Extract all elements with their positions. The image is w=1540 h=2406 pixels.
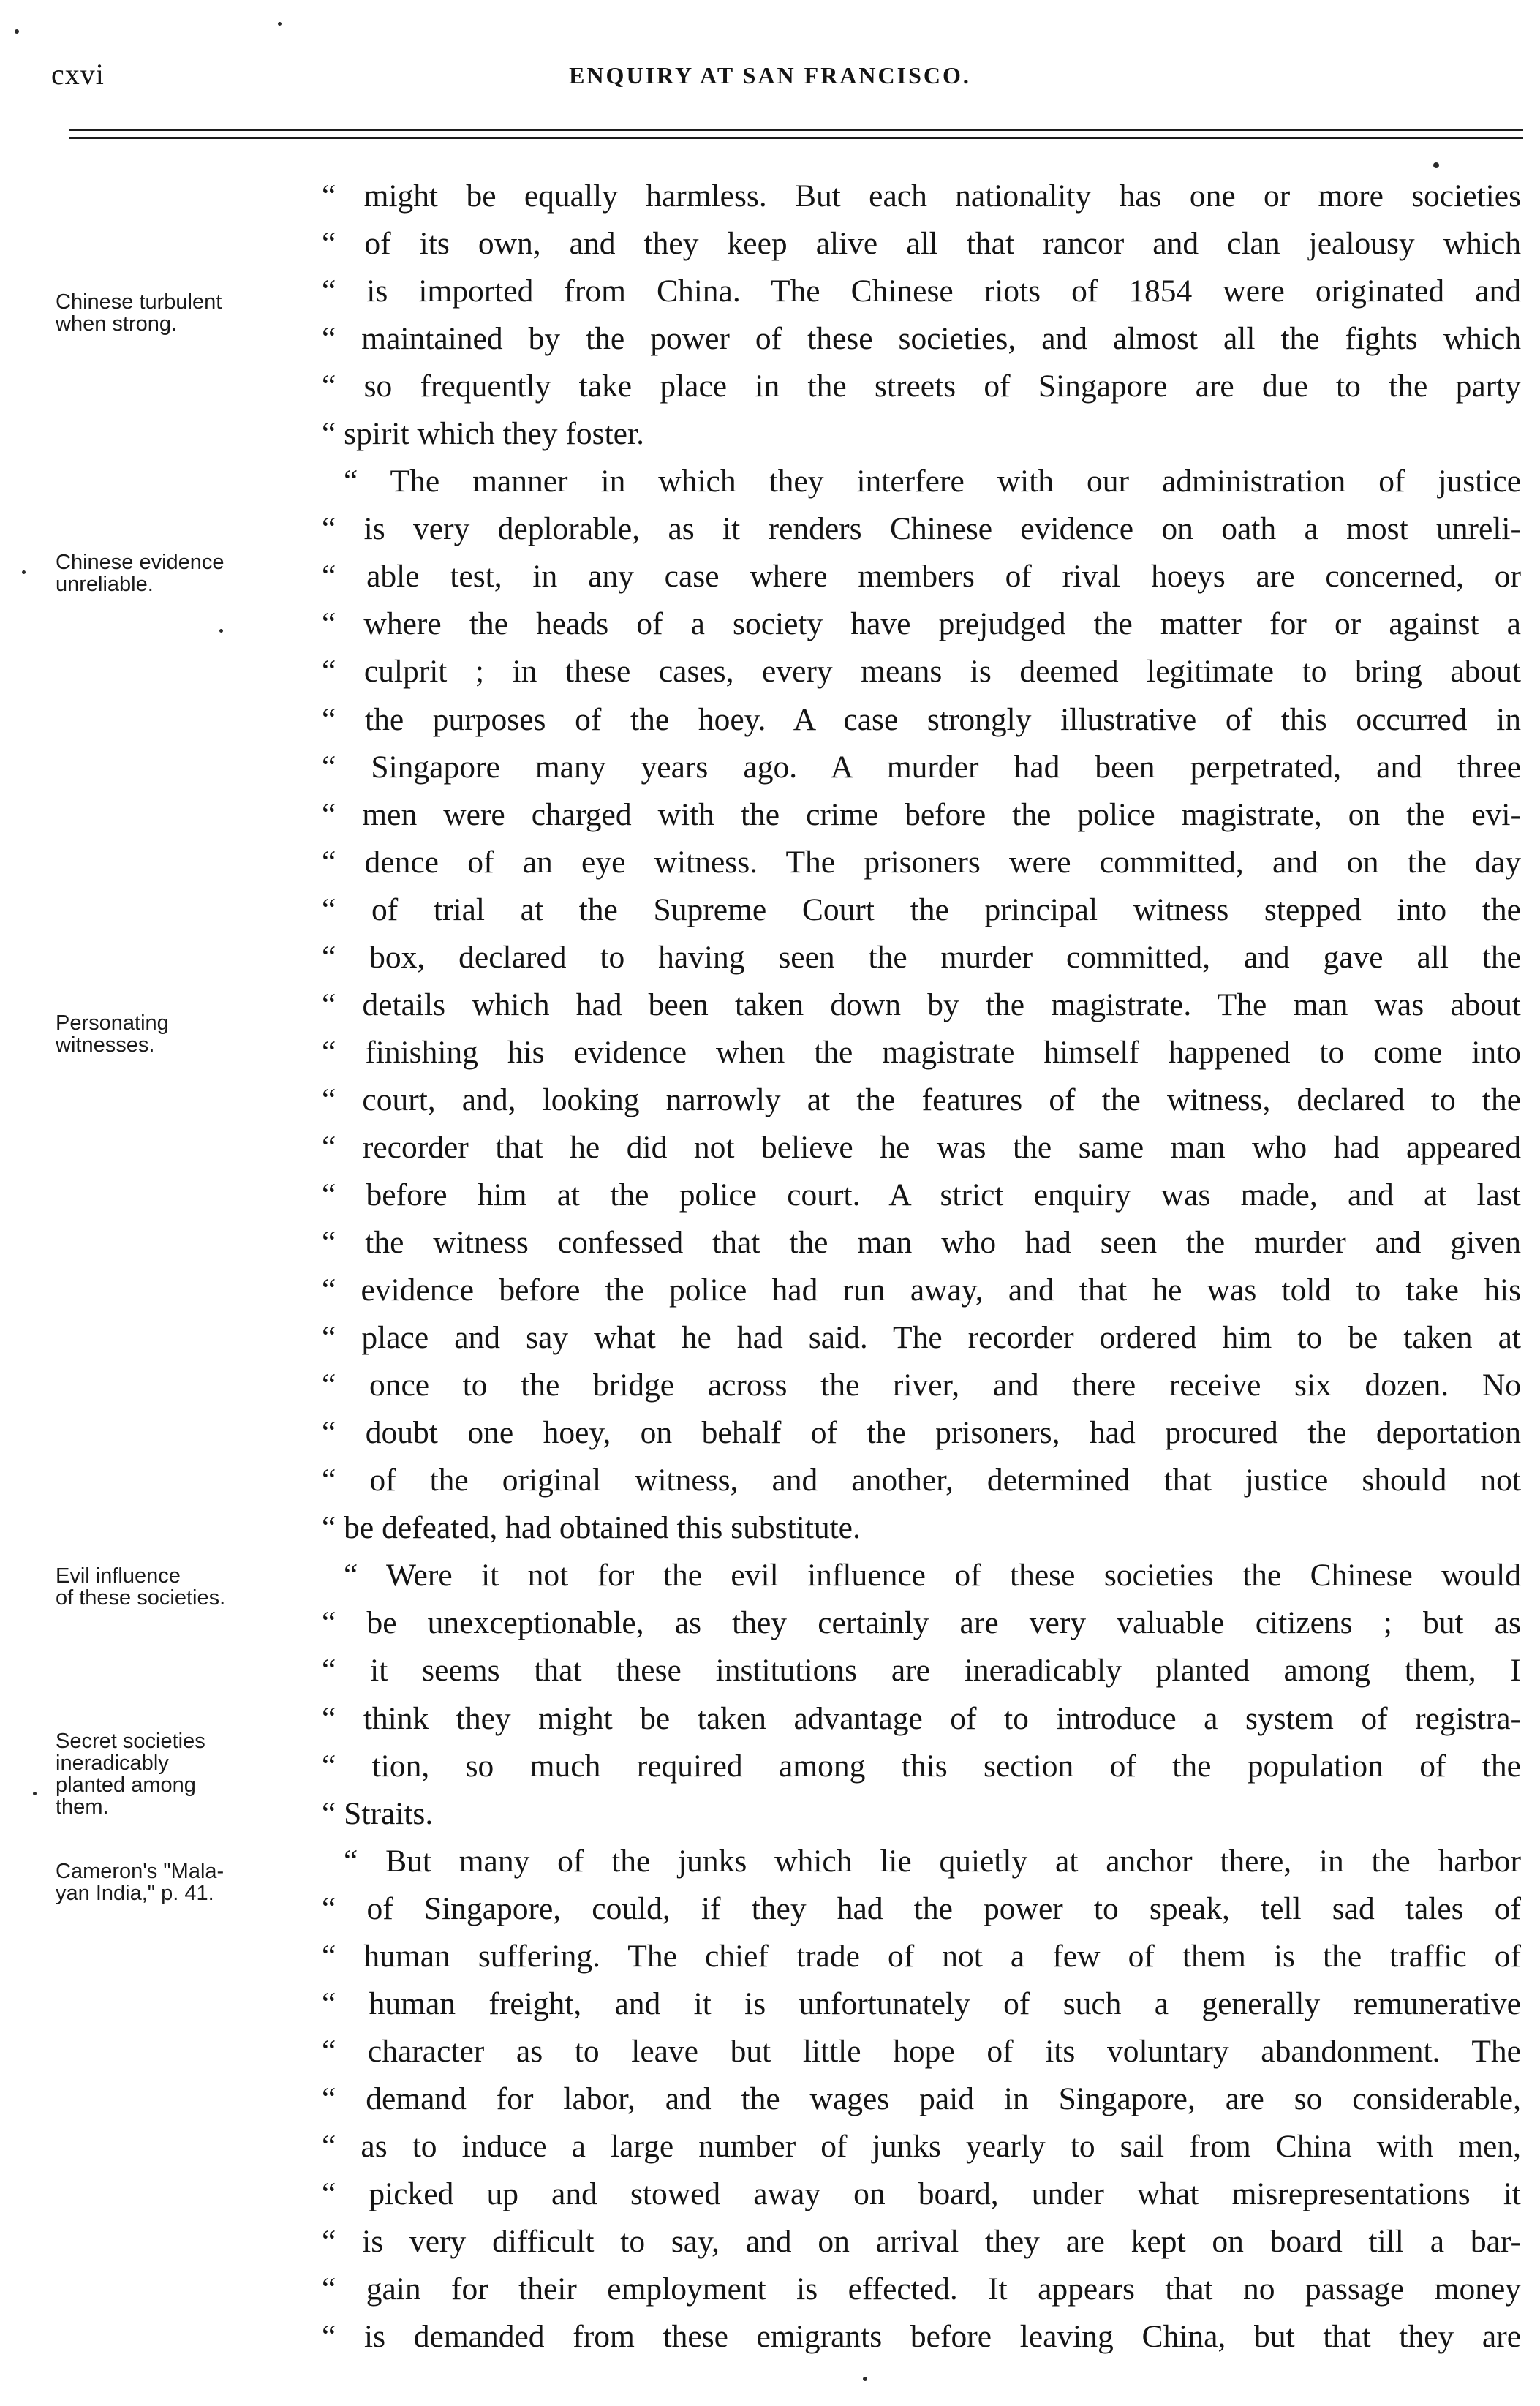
text-line: “ But many of the junks which lie quietly at anchor there, in the harbor: [344, 1843, 1521, 1879]
side-note-line: Personating: [56, 1011, 169, 1035]
text-line: “ maintained by the power of these societies, and almost all the fights which: [322, 321, 1521, 357]
text-line: “ court, and, looking narrowly at the features of the witness, declared to the: [322, 1082, 1521, 1117]
text-line: “ evidence before the police had run away, and that he was told to take his: [322, 1272, 1521, 1308]
scan-speck: [33, 1792, 37, 1795]
scan-speck: [15, 29, 19, 34]
text-line: “ the witness confessed that the man who had seen the murder and given: [322, 1225, 1521, 1261]
scan-speck: [22, 570, 26, 574]
text-line: “ able test, in any case where members of rival hoeys are concerned, or: [322, 559, 1521, 595]
side-note-line: ineradicably: [56, 1751, 169, 1775]
text-line: “ culprit ; in these cases, every means is deemed legitimate to bring about: [322, 654, 1521, 690]
text-line: “ is demanded from these emigrants before leaving China, but that they are: [322, 2319, 1521, 2355]
text-line: “ finishing his evidence when the magistrate himself happened to come into: [322, 1034, 1521, 1070]
side-note-secret-societies: [56, 1730, 304, 1818]
scan-speck: [1433, 162, 1439, 168]
text-line: “ gain for their employment is effected. It appears that no passage money: [322, 2271, 1521, 2307]
text-line: “ spirit which they foster.: [322, 416, 644, 452]
side-note-chinese-turbulent: [56, 291, 304, 335]
text-line: “ think they might be taken advantage of to introduce a system of registra-: [322, 1700, 1521, 1736]
text-line: “ the purposes of the hoey. A case strongly illustrative of this occurred in: [322, 701, 1521, 737]
page-header: [0, 0, 1540, 146]
side-note-line: unreliable.: [56, 573, 154, 596]
side-note-line: yan India," p. 41.: [56, 1882, 214, 1905]
text-line: “ is very difficult to say, and on arrival they are kept on board till a bar-: [322, 2224, 1521, 2260]
text-line: “ of the original witness, and another, determined that justice should not: [322, 1463, 1521, 1498]
text-line: “ it seems that these institutions are ineradicably planted among them, I: [322, 1653, 1521, 1689]
text-line: “ once to the bridge across the river, and there receive six dozen. No: [322, 1368, 1521, 1403]
text-line: “ human freight, and it is unfortunately of such a generally remunerative: [322, 1985, 1521, 2021]
side-note-line: Chinese turbulent: [56, 290, 222, 314]
side-note-line: Cameron's "Mala-: [56, 1860, 224, 1883]
scan-speck: [219, 629, 223, 633]
text-line: “ as to induce a large number of junks yearly to sail from China with men,: [322, 2128, 1521, 2164]
text-line: “ recorder that he did not believe he was the same man who had appeared: [322, 1129, 1521, 1165]
text-line: “ place and say what he had said. The recorder ordered him to be taken at: [322, 1320, 1521, 1356]
text-line: “ Singapore many years ago. A murder had been perpetrated, and three: [322, 749, 1521, 785]
text-line: “ men were charged with the crime before the police magistrate, on the evi-: [322, 796, 1521, 832]
page-number: cxvi: [51, 58, 105, 91]
side-note-line: Secret societies: [56, 1730, 205, 1753]
text-line: “ where the heads of a society have prejudged the matter for or against a: [322, 606, 1521, 642]
text-line: “ Were it not for the evil influence of these societies the Chinese would: [344, 1558, 1521, 1594]
side-note-line: Evil influence: [56, 1564, 181, 1588]
text-line: “ box, declared to having seen the murder committed, and gave all the: [322, 939, 1521, 975]
side-note-line: when strong.: [56, 312, 178, 336]
text-line: “ is imported from China. The Chinese riots of 1854 were originated and: [322, 274, 1521, 309]
side-note-line: planted among: [56, 1773, 196, 1797]
side-note-line: Chinese evidence: [56, 551, 224, 574]
side-note-line: them.: [56, 1795, 109, 1819]
text-line: “ The manner in which they interfere with our administration of justice: [344, 464, 1521, 499]
side-note-evil-influence: [56, 1565, 304, 1609]
header-rule-thin: [69, 137, 1523, 139]
running-head: ENQUIRY AT SAN FRANCISCO.: [569, 62, 971, 88]
text-line: “ demand for labor, and the wages paid in Singapore, are so considerable,: [322, 2081, 1521, 2116]
header-rule: [69, 129, 1523, 131]
side-note-line: witnesses.: [56, 1033, 155, 1057]
side-note-camerons-malayan-india: [56, 1860, 304, 1904]
text-line: “ so frequently take place in the streets of Singapore are due to the party: [322, 369, 1521, 404]
body-text: [322, 173, 1521, 2361]
side-note-personating-witnesses: [56, 1012, 304, 1056]
text-line: “ might be equally harmless. But each nationality has one or more societies: [322, 178, 1521, 214]
text-line: “ doubt one hoey, on behalf of the prisoners, had procured the deportation: [322, 1415, 1521, 1451]
scan-speck: [863, 2377, 867, 2381]
text-line: “ before him at the police court. A strict enquiry was made, and at last: [322, 1177, 1521, 1213]
text-line: “ is very deplorable, as it renders Chinese evidence on oath a most unreli-: [322, 511, 1521, 547]
text-line: “ of its own, and they keep alive all that rancor and clan jealousy which: [322, 226, 1521, 262]
text-line: “ picked up and stowed away on board, under what misrepresentations it: [322, 2176, 1521, 2211]
text-line: “ tion, so much required among this section of the population of the: [322, 1748, 1521, 1784]
side-note-line: of these societies.: [56, 1586, 226, 1610]
text-line: “ of trial at the Supreme Court the principal witness stepped into the: [322, 891, 1521, 927]
text-line: “ character as to leave but little hope of its voluntary abandonment. The: [322, 2033, 1521, 2069]
text-line: “ dence of an eye witness. The prisoners were committed, and on the day: [322, 844, 1521, 880]
text-line: “ details which had been taken down by the magistrate. The man was about: [322, 987, 1521, 1022]
text-line: “ of Singapore, could, if they had the power to speak, tell sad tales of: [322, 1890, 1521, 1926]
scan-speck: [278, 22, 282, 26]
text-line: “ be defeated, had obtained this substitute.: [322, 1510, 861, 1546]
text-line: “ Straits.: [322, 1795, 434, 1831]
text-line: “ be unexceptionable, as they certainly are very valuable citizens ; but as: [322, 1605, 1521, 1641]
text-line: “ human suffering. The chief trade of not a few of them is the traffic of: [322, 1938, 1521, 1974]
side-note-chinese-evidence: [56, 551, 304, 595]
